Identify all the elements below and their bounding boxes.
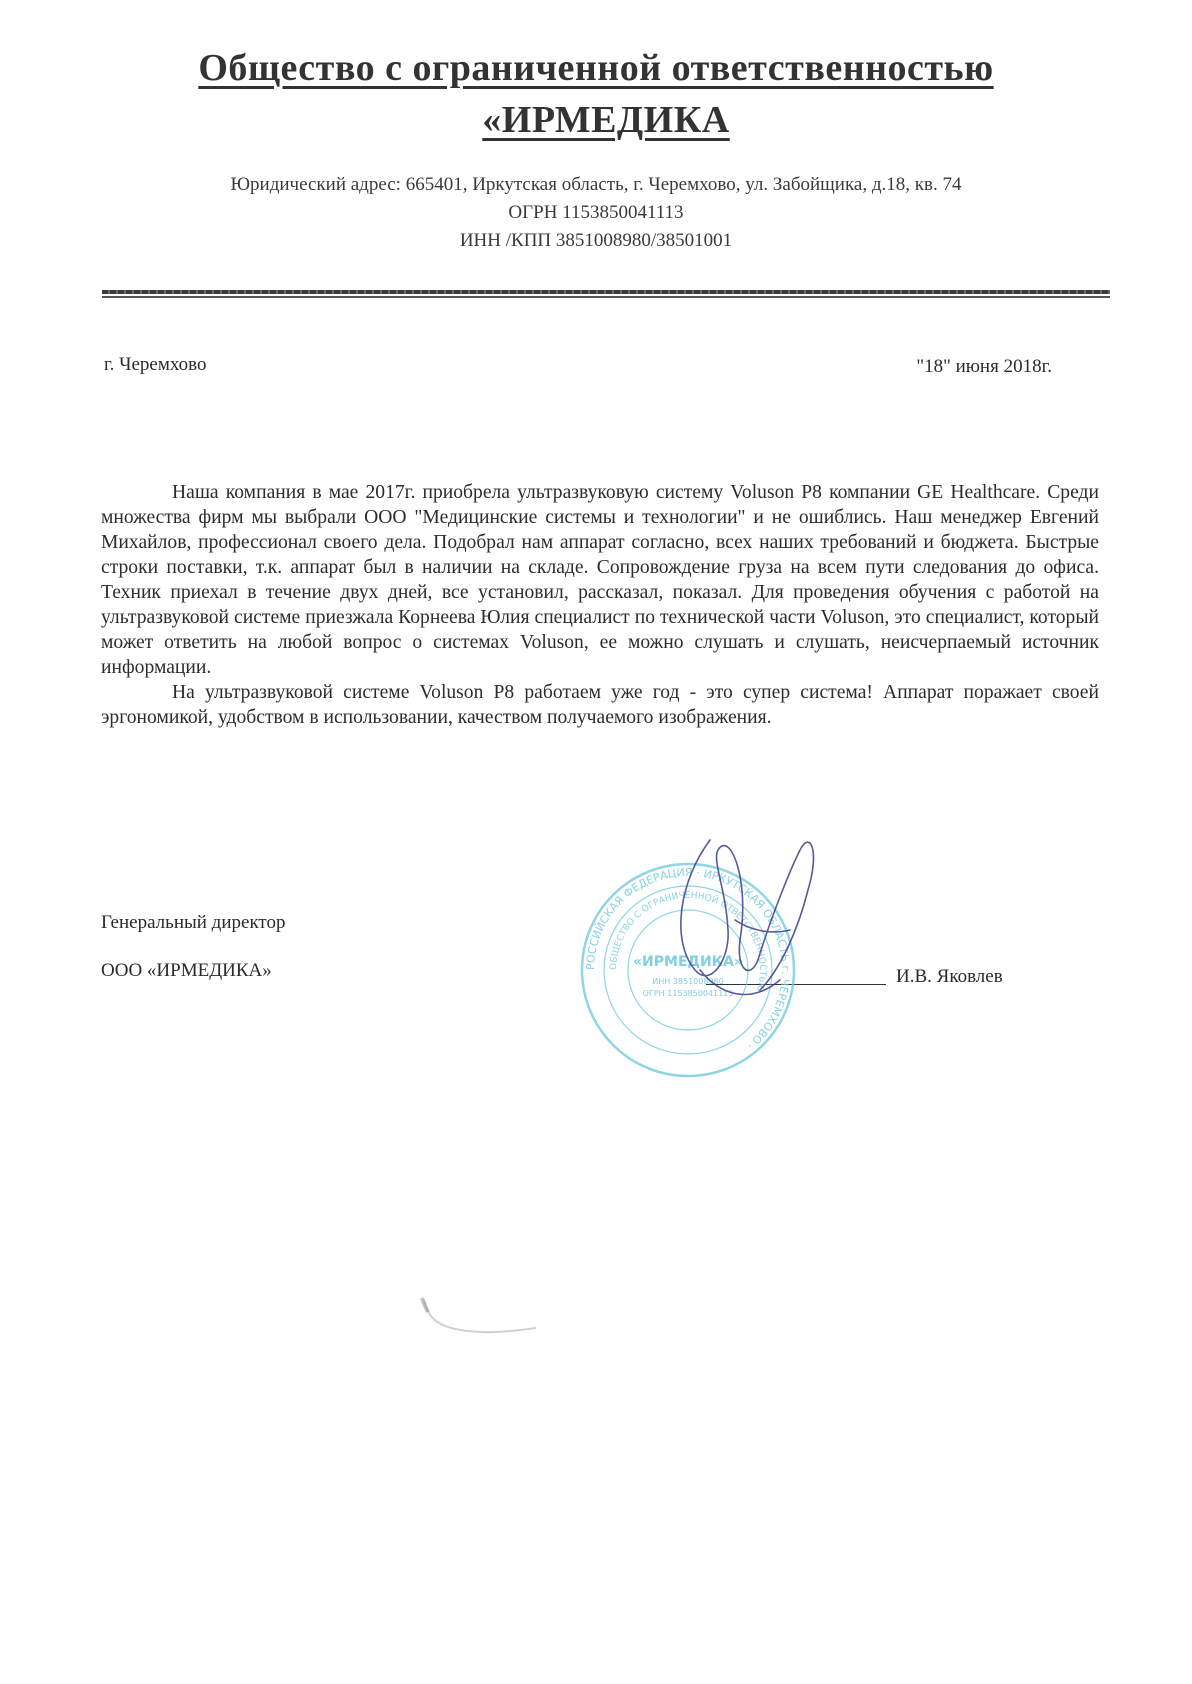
letter-place: г. Черемхово: [104, 354, 207, 375]
letter-paragraph-2: На ультразвуковой системе Voluson P8 работаем уже год - это супер система! Аппарат поражает своей эргономикой, удобством в использовании, качеством получаемого изображения.: [101, 682, 1099, 728]
stamp-outer-text: РОССИЙСКАЯ ФЕДЕРАЦИЯ · ИРКУТСКАЯ ОБЛАСТЬ г. ЧЕРЕМХОВО ·: [583, 865, 793, 1052]
letter-paragraph-1: Наша компания в мае 2017г. приобрела ультразвуковую систему Voluson P8 компании GE Healthcare. Среди множества фирм мы выбрали ООО "Медицинские системы и технологии" и не ошиблись. Наш менеджер Евгений Михайлов, профессионал своего дела. Подобрал нам аппарат согласно, всех наших требований и бюджета. Быстрые строки поставки, т.к. аппарат был в наличии на складе. Сопровождение груза на всем пути следования до офиса. Техник приехал в течение двух дней, все установил, рассказал, показал. Для проведения обучения с работой на ультразвуковой системе приезжала Корнеева Юлия специалист по технической части Voluson, это специалист, который может ответить на любой вопрос о системах Voluson, ее можно слушать и слушать, неисчерпаемый источник информации.: [101, 482, 1099, 678]
stamp-inn-text: ИНН 3851008980: [652, 977, 724, 986]
stamp-ogrn-text: ОГРН 1153850041113: [642, 989, 734, 998]
inn-kpp-line: ИНН /КПП 3851008980/38501001: [459, 230, 733, 251]
header-divider: [102, 290, 1110, 294]
handwritten-signature: [640, 820, 850, 1020]
letter-date: "18" июня 2018г.: [916, 356, 1052, 377]
stamp-middle-text: ОБЩЕСТВО С ОГРАНИЧЕННОЙ ОТВЕТСТВЕННОСТЬЮ: [608, 890, 768, 994]
company-title-line2: «ИРМЕДИКА: [482, 99, 730, 141]
stamp-center-text: «ИРМЕДИКА»: [632, 954, 744, 970]
signer-role: Генеральный директор: [101, 912, 286, 933]
header-divider-thin: [102, 296, 1110, 298]
legal-address: Юридический адрес: 665401, Иркутская область, г. Черемхово, ул. Забойщика, д.18, кв. 74: [230, 174, 962, 195]
ogrn-line: ОГРН 1153850041113: [508, 202, 684, 223]
scan-smudge: [420, 1290, 540, 1340]
company-title-line1: Общество с ограниченной ответственностью: [198, 47, 994, 89]
signer-organization: ООО «ИРМЕДИКА»: [101, 960, 272, 981]
letter-body: [101, 480, 1099, 730]
signer-name: И.В. Яковлев: [896, 966, 1003, 987]
